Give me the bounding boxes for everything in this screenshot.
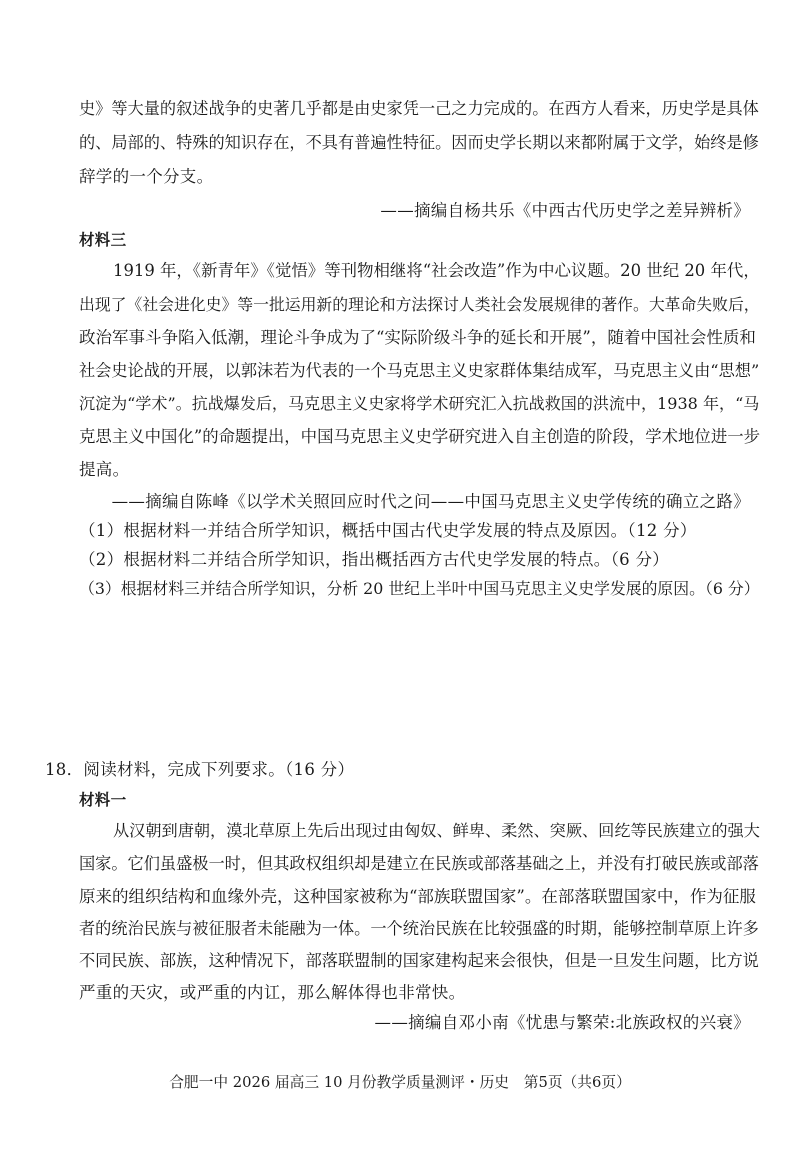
question-1: （1）根据材料一并结合所学知识，概括中国古代史学发展的特点及原因。（12 分） xyxy=(79,521,697,540)
material3-line-1: 1919 年，《新青年》《觉悟》等刊物相继将“社会改造”作为中心议题。20 世纪 20 年代， xyxy=(113,261,760,280)
material3-heading: 材料三 xyxy=(79,231,127,249)
material2-line-2: 的、局部的、特殊的知识存在，不具有普遍性特征。因而史学长期以来都附属于文学，始终是修 xyxy=(79,133,759,152)
material3-line-4: 社会史论战的开展，以郭沫若为代表的一个马克思主义史家群体集结成军，马克思主义由“思想” xyxy=(79,361,760,380)
question-2: （2）根据材料二并结合所学知识，指出概括西方古代史学发展的特点。（6 分） xyxy=(79,550,670,569)
material2-source: ——摘编自杨共乐《中西古代历史学之差异辨析》 xyxy=(380,201,750,220)
q18-source: ——摘编自邓小南《忧患与繁荣:北族政权的兴衰》 xyxy=(374,1013,750,1032)
q18-prompt: 18．阅读材料，完成下列要求。（16 分） xyxy=(45,760,355,779)
material2-line-1: 史》等大量的叙述战争的史著几乎都是由史家凭一己之力完成的。在西方人看来，历史学是具体 xyxy=(79,99,759,118)
q18-line-3: 原来的组织结构和血缘外壳，这种国家被称为“部族联盟国家”。在部落联盟国家中，作为征服 xyxy=(79,887,756,906)
question-3: （3）根据材料三并结合所学知识，分析 20 世纪上半叶中国马克思主义史学发展的原因。（6 分） xyxy=(79,579,760,598)
q18-line-1: 从汉朝到唐朝，漠北草原上先后出现过由匈奴、鲜卑、柔然、突厥、回纥等民族建立的强大 xyxy=(113,821,760,840)
material3-line-2: 出现了《社会进化史》等一批运用新的理论和方法探讨人类社会发展规律的著作。大革命失败后， xyxy=(79,295,760,314)
q18-line-2: 国家。它们虽盛极一时，但其政权组织却是建立在民族或部落基础之上，并没有打破民族或部落 xyxy=(79,854,759,873)
q18-material1-heading: 材料一 xyxy=(79,791,127,809)
material3-line-7: 提高。 xyxy=(79,460,130,479)
page-footer: 合肥一中 2026 届高三 10 月份教学质量测评・历史 第5页（共6页） xyxy=(169,1074,631,1091)
material3-source: ——摘编自陈峰《以学术关照回应时代之问——中国马克思主义史学传统的确立之路》 xyxy=(111,492,750,511)
q18-line-6: 严重的天灾，或严重的内讧，那么解体得也非常快。 xyxy=(79,983,466,1002)
material3-line-3: 政治军事斗争陷入低潮，理论斗争成为了“实际阶级斗争的延长和开展”，随着中国社会性质和 xyxy=(79,328,756,347)
material2-line-3: 辞学的一个分支。 xyxy=(79,167,214,186)
material3-line-6: 克思主义中国化”的命题提出，中国马克思主义史学研究进入自主创造的阶段，学术地位进一步 xyxy=(79,427,761,446)
q18-line-4: 者的统治民族与被征服者未能融为一体。一个统治民族在比较强盛的时期，能够控制草原上许多 xyxy=(79,919,759,938)
q18-line-5: 不同民族、部族，这种情况下，部落联盟制的国家建构起来会很快，但是一旦发生问题，比方说 xyxy=(79,951,759,970)
material3-line-5: 沉淀为“学术”。抗战爆发后，马克思主义史家将学术研究汇入抗战救国的洪流中，1938 年，“马 xyxy=(79,394,760,413)
